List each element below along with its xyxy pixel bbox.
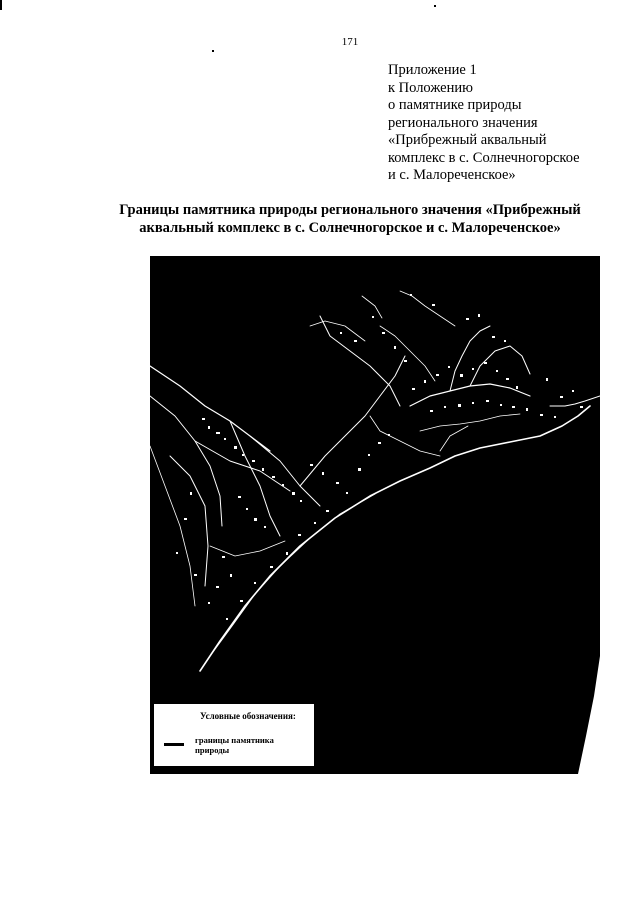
title-line-1: Границы памятника природы регионального значения «Прибрежный bbox=[119, 202, 581, 218]
road bbox=[380, 326, 435, 381]
appendix-line: о памятнике природы bbox=[388, 97, 522, 113]
legend-title: Условные обозначения: bbox=[200, 711, 296, 721]
map-figure bbox=[150, 256, 600, 774]
appendix-line: регионального значения bbox=[388, 114, 538, 131]
road bbox=[370, 416, 440, 456]
map-image bbox=[150, 256, 600, 774]
appendix-line: и с. Малореченское» bbox=[388, 167, 516, 183]
appendix-line: комплекс в с. Солнечногорское bbox=[388, 149, 580, 166]
road bbox=[170, 456, 208, 586]
legend-label-line-1: границы памятника bbox=[195, 735, 274, 745]
road bbox=[410, 384, 530, 406]
scan-speck bbox=[212, 50, 214, 52]
road bbox=[400, 291, 455, 326]
road bbox=[150, 446, 195, 606]
legend-label-line-2: природы bbox=[195, 745, 230, 755]
settlement-dots bbox=[176, 294, 583, 620]
road bbox=[300, 356, 405, 486]
scan-speck bbox=[434, 5, 436, 7]
appendix-line: к Положению bbox=[388, 79, 473, 96]
document-title bbox=[90, 201, 610, 237]
appendix-heading bbox=[388, 62, 628, 185]
road bbox=[450, 326, 490, 391]
road bbox=[210, 541, 285, 556]
legend-boundary-line-symbol bbox=[164, 743, 184, 746]
road bbox=[362, 296, 382, 318]
road bbox=[320, 316, 400, 406]
appendix-line: «Прибрежный аквальный bbox=[388, 132, 547, 148]
road bbox=[440, 426, 468, 451]
map-edge bbox=[578, 656, 600, 774]
scan-speck bbox=[0, 0, 2, 10]
road bbox=[470, 346, 530, 386]
coastline bbox=[200, 406, 590, 671]
coast-detail bbox=[210, 494, 375, 656]
appendix-line: Приложение 1 bbox=[388, 62, 477, 78]
road bbox=[150, 396, 222, 526]
road bbox=[310, 321, 365, 341]
title-line-2: аквальный комплекс в с. Солнечногорское и с. Малореченское» bbox=[139, 220, 561, 236]
road bbox=[550, 396, 600, 406]
road bbox=[195, 441, 290, 491]
map-legend bbox=[154, 704, 314, 766]
legend-boundary-label bbox=[195, 735, 305, 755]
road bbox=[420, 414, 520, 431]
page-number: 171 bbox=[341, 36, 359, 48]
